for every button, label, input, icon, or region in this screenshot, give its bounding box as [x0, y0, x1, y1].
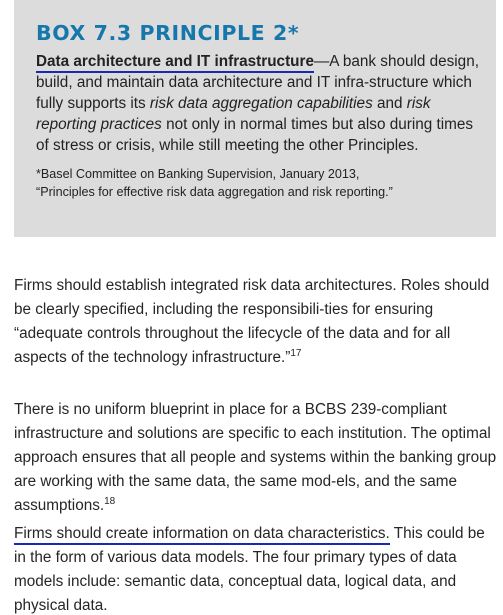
principle-box — [14, 0, 496, 237]
paragraph-bcbs-239-blueprint — [14, 398, 497, 518]
principle-text-part-2: and — [372, 95, 407, 112]
principle-text-part-1: —A bank should design, build, and maintain data architecture and IT infra-structure which fully supports its — [36, 53, 479, 112]
principle-text-part-3: not only in normal times but also during times of stress or crisis, while still meeting the other Principles. — [36, 116, 474, 154]
box-title: BOX 7.3 PRINCIPLE 2* — [36, 21, 300, 45]
box-footnote-line-2: “Principles for effective risk data aggregation and risk reporting.” — [36, 185, 393, 199]
paragraph-3-text: This could be in the form of various data models. The four primary types of data models include: semantic data, conceptual data, logical data, and physical data. — [14, 525, 485, 614]
paragraph-2-text: There is no uniform blueprint in place for a BCBS 239-compliant infrastructure and solutions are specific to each institution. The optimal approach ensures that all people and systems within the banking group are working with the same data, the same mod-els, and the same assumptions. — [14, 401, 497, 514]
paragraph-risk-data-architectures — [14, 274, 497, 370]
principle-emphasis-2: risk reporting practices — [36, 95, 431, 133]
box-footnote — [36, 165, 484, 201]
box-footnote-line-1: *Basel Committee on Banking Supervision, January 2013, — [36, 167, 360, 181]
principle-text — [36, 51, 484, 156]
principle-lead-heading: Data architecture and IT infrastructure — [36, 53, 314, 73]
footnote-ref-17: 17 — [290, 347, 302, 359]
footnote-ref-18: 18 — [104, 495, 116, 507]
principle-emphasis-1: risk data aggregation capabilities — [149, 95, 373, 112]
paragraph-1-text: Firms should establish integrated risk data architectures. Roles should be clearly specified, including the responsibili-ties for ensuring “adequate controls throughout the lifecycle of the data and for all aspects of the technology infrastructure.” — [14, 277, 490, 366]
paragraph-data-characteristics — [14, 522, 497, 615]
underlined-sentence: Firms should create information on data characteristics. — [14, 525, 390, 545]
